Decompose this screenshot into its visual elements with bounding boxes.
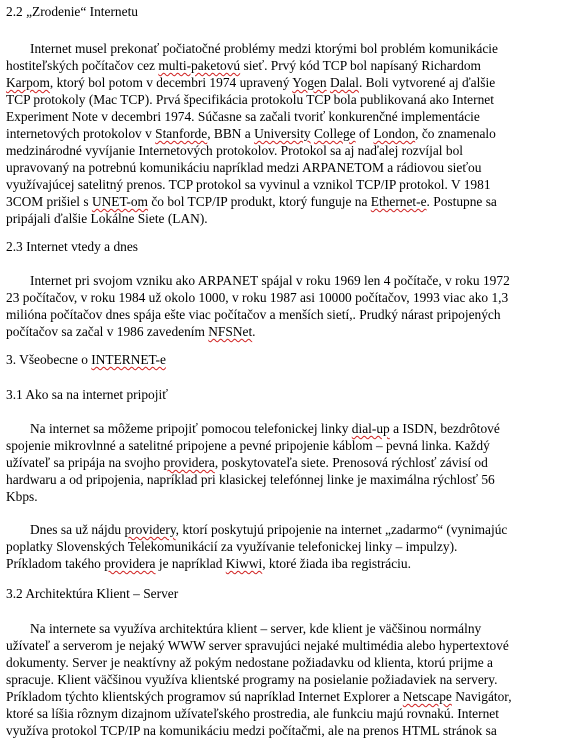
paragraph-line: TCP protokoly (Mac TCP). Prvá špecifikácia protokolu TCP bola publikovaná ako Internet (6, 92, 494, 107)
paragraph-line: medzinárodné vyvíjanie Internetových protokolov. Protokol sa aj naďalej rozvíjal bol (6, 143, 463, 158)
paragraph-line: Internet pri svojom vzniku ako ARPANET spájal v roku 1969 len 4 počítače, v roku 1972 (30, 273, 510, 288)
paragraph-line: Na internet sa môžeme pripojiť pomocou telefonickej linky dial-up a ISDN, bezdrôtové (30, 421, 500, 436)
paragraph-line: ktoré sa líšia rôznym dizajnom užívateľského prostredia, ale funkciu majú rovnakú. Internet (6, 706, 499, 721)
heading-2-3: 2.3 Internet vtedy a dnes (6, 239, 139, 254)
paragraph-line: hardwaru a od pripojenia, napríklad pri klasickej telefónnej linke je maximálna rýchlosť 56 (6, 472, 495, 487)
paragraph-line: milióna počítačov dnes spája ešte viac počítačov a menších sietí,. Prudký nárast pripojených (6, 307, 501, 322)
paragraph-line: Príkladom takého providera je napríklad Kiwwi, ktoré žiada iba registráciu. (6, 556, 411, 571)
paragraph-line: spojenie mikrovlnné a satelitné pripojene a pevné pripojenie káblom – pevná linka. Každý (6, 438, 490, 453)
paragraph-line: užívateľ a serverom je nejaký WWW server spravujúci nejaké multimédia alebo hypertextové (6, 638, 509, 653)
paragraph-line: využívajúcej satelitný prenos. TCP protokol sa vyvinul a vznikol TCP/IP protokol. V 1981 (6, 177, 491, 192)
paragraph-line: Dnes sa už nájdu providery, ktorí poskytujú pripojenie na internet „zadarmo“ (vynimajúc (30, 522, 508, 537)
paragraph-line: dokumenty. Server je neaktívny až pokým nedostane požiadavku od klienta, ktorú prijme a (6, 655, 494, 670)
paragraph-line: spracuje. Klient väčšinou využíva klientské programy na posielanie požiadaviek na servery. (6, 672, 498, 687)
paragraph-line: Internet musel prekonať počiatočné problémy medzi ktorými bol problém komunikácie (30, 41, 498, 56)
paragraph-line: pripájali ďalšie Lokálne Siete (LAN). (6, 211, 208, 226)
paragraph-line: 3COM prišiel s UNET-om čo bol TCP/IP produkt, ktorý funguje na Ethernet-e. Postupne sa (6, 194, 497, 209)
paragraph-line: užívateľ sa pripája na svojho providera, poskytovateľa siete. Prenosová rýchlosť závisí od (6, 455, 488, 470)
paragraph-line: hostiteľských počítačov cez multi-paketovú sieť. Prvý kód TCP bol napísaný Richardom (6, 58, 481, 73)
paragraph-line: Experiment Note v decembri 1974. Súčasne sa začali tvoriť konkurenčné implementácie (6, 109, 480, 124)
paragraph-line: využíva protokol TCP/IP na komunikáciu medzi počítačmi, ale na prenos HTML stránok sa (6, 723, 497, 738)
paragraph-line: internetových protokolov v Stanforde, BBN a University College of London, čo znamenalo (6, 126, 496, 141)
paragraph-line: 23 počítačov, v roku 1984 už okolo 1000, v roku 1987 asi 10000 počítačov, 1993 viac ako 1,3 (6, 290, 509, 305)
heading-3-2: 3.2 Architektúra Klient – Server (6, 586, 179, 601)
paragraph-line: Karpom, ktorý bol potom v decembri 1974 upravený Yogen Dalal. Boli vytvorené aj ďalšie (6, 75, 496, 90)
paragraph-line: Kbps. (6, 489, 38, 504)
paragraph-line: Na internete sa využíva architektúra klient – server, kde klient je väčšinou normálny (30, 621, 482, 636)
heading-3-1: 3.1 Ako sa na internet pripojiť (6, 387, 168, 402)
paragraph-line: počítačov sa začal v 1986 zavedením NFSNet. (6, 324, 256, 339)
heading-3: 3. Všeobecne o INTERNET-e (6, 352, 166, 367)
heading-2-2: 2.2 „Zrodenie“ Internetu (6, 4, 138, 19)
paragraph-line: upravovaný na potrebnú komunikáciu napríklad medzi ARPANETOM a rádiovou sieťou (6, 160, 482, 175)
paragraph-line: Príkladom týchto klientských programov sú napríklad Internet Explorer a Netscape Navigátor, (6, 689, 512, 704)
paragraph-line: poplatky Slovenských Telekomunikácií za využívanie telefonickej linky – impulzy). (6, 539, 458, 554)
